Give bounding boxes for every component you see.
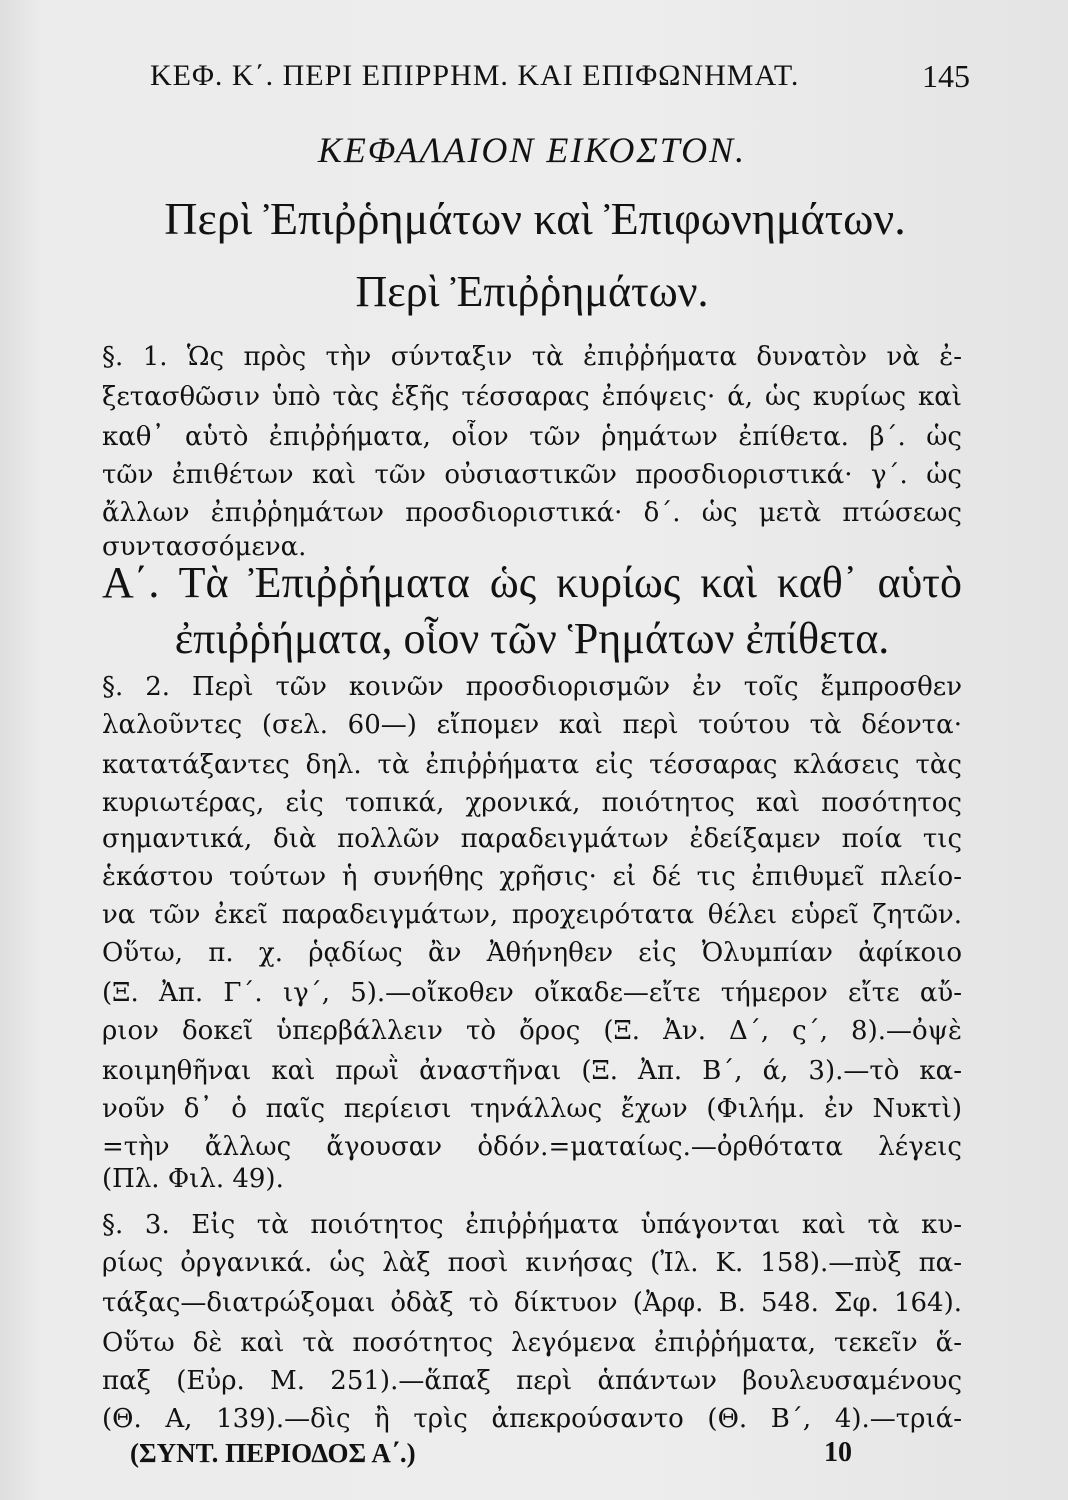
paragraph-line: (Θ. Α, 139).—δὶς ἢ τρὶς ἀπεκρούσαντο (Θ. Β΄, 4).—τριά- <box>102 1404 962 1434</box>
paragraph-line: κυριωτέρας, εἰς τοπικά, χρονικά, ποιότητος καὶ ποσότητος <box>102 788 962 818</box>
paragraph-line: κοιμηθῆναι καὶ πρωῒ ἀναστῆναι (Ξ. Ἀπ. Β΄, ά, 3).—τὸ κα- <box>102 1056 962 1086</box>
sheet-number: 10 <box>824 1437 852 1468</box>
paragraph-line: συντασσόμενα. <box>102 532 307 562</box>
paragraph-line: κατατάξαντες δηλ. τὰ ἐπιῤῥήματα εἰς τέσσαρας κλάσεις τὰς <box>102 750 962 780</box>
paragraph-line: Οὕτω, π. χ. ῥᾳδίως ἂν Ἀθήνηθεν εἰς Ὀλυμπίαν ἀφίκοιο <box>102 938 962 968</box>
subtitle: Περὶ Ἐπιῤῥημάτων. <box>355 267 709 316</box>
paragraph-line: ριον δοκεῖ ὑπερβάλλειν τὸ ὄρος (Ξ. Ἀν. Δ΄, ς΄, 8).—ὀψὲ <box>102 1016 962 1046</box>
paragraph-line: §. 2. Περὶ τῶν κοινῶν προσδιορισμῶν ἐν τοῖς ἔμπροσθεν <box>102 672 962 702</box>
paragraph-line: =τὴν ἄλλως ἄγουσαν ὁδόν.=ματαίως.—ὀρθότατα λέγεις <box>102 1132 962 1162</box>
paragraph-line: §. 1. Ὡς πρὸς τὴν σύνταξιν τὰ ἐπιῤῥήματα δυνατὸν νὰ ἐ- <box>102 342 962 372</box>
paragraph-line: τῶν ἐπιθέτων καὶ τῶν οὐσιαστικῶν προσδιοριστικά· γ΄. ὡς <box>102 460 962 490</box>
running-header: ΚΕΦ. Κ΄. ΠΕΡΙ ΕΠΙΡΡΗΜ. ΚΑΙ ΕΠΙΦΩΝΗΜΑΤ. <box>150 59 800 92</box>
paragraph-line: ἄλλων ἐπιῤῥημάτων προσδιοριστικά· δ΄. ὡς μετὰ πτώσεως <box>102 498 962 528</box>
signature-mark: (ΣΥΝΤ. ΠΕΡΙΟΔΟΣ Α΄.) <box>130 1438 416 1468</box>
paragraph-line: λαλοῦντες (σελ. 60—) εἴπομεν καὶ περὶ τούτου τὰ δέοντα· <box>102 710 962 740</box>
paragraph-line: τάξας—διατρώξομαι ὀδὰξ τὸ δίκτυον (Ἀρφ. Β. 548. Σφ. 164). <box>102 1288 962 1318</box>
page-number: 145 <box>922 58 970 94</box>
main-title: Περὶ Ἐπιῤῥημάτων καὶ Ἐπιφωνημάτων. <box>164 193 906 244</box>
section-heading: ἐπιῤῥήματα, οἷον τῶν Ῥημάτων ἐπίθετα. <box>174 614 890 663</box>
paragraph-line: ρίως ὀργανικά. ὡς λὰξ ποσὶ κινήσας (Ἰλ. Κ. 158).—πὺξ πα- <box>102 1248 962 1278</box>
paragraph-line: (Ξ. Ἀπ. Γ΄. ιγ΄, 5).—οἴκοθεν οἴκαδε—εἴτε τήμερον εἴτε αὔ- <box>102 978 962 1008</box>
paragraph-line: §. 3. Εἰς τὰ ποιότητος ἐπιῤῥήματα ὑπάγονται καὶ τὰ κυ- <box>102 1210 962 1240</box>
paragraph-line: ἑκάστου τούτων ἡ συνήθης χρῆσις· εἰ δέ τις ἐπιθυμεῖ πλείο- <box>102 862 962 892</box>
paragraph-line: (Πλ. Φιλ. 49). <box>102 1164 284 1194</box>
paragraph-line: νοῦν δ᾽ ὁ παῖς περίεισι τηνάλλως ἔχων (Φιλήμ. ἐν Νυκτὶ) <box>102 1094 962 1124</box>
paragraph-line: σημαντικά, διὰ πολλῶν παραδειγμάτων ἐδείξαμεν ποία τις <box>102 824 962 854</box>
paragraph-line: καθ᾽ αὑτὸ ἐπιῤῥήματα, οἷον τῶν ῥημάτων ἐπίθετα. β΄. ὡς <box>102 422 962 452</box>
paragraph-line: να τῶν ἐκεῖ παραδειγμάτων, προχειρότατα θέλει εὑρεῖ ζητῶν. <box>102 900 962 930</box>
paragraph-line: Οὕτω δὲ καὶ τὰ ποσότητος λεγόμενα ἐπιῤῥήματα, τεκεῖν ἅ- <box>102 1328 962 1358</box>
paragraph-line: ξετασθῶσιν ὑπὸ τὰς ἑξῆς τέσσαρας ἐπόψεις· ά, ὡς κυρίως καὶ <box>102 382 962 412</box>
section-heading: Α΄. Τὰ Ἐπιῤῥήματα ὡς κυρίως καὶ καθ᾽ αὑτὸ <box>102 558 962 607</box>
paragraph-line: παξ (Εὐρ. Μ. 251).—ἅπαξ περὶ ἁπάντων βουλευσαμένους <box>102 1366 962 1396</box>
chapter-heading: ΚΕΦΑΛΑΙΟΝ ΕΙΚΟΣΤΟΝ. <box>317 130 747 170</box>
